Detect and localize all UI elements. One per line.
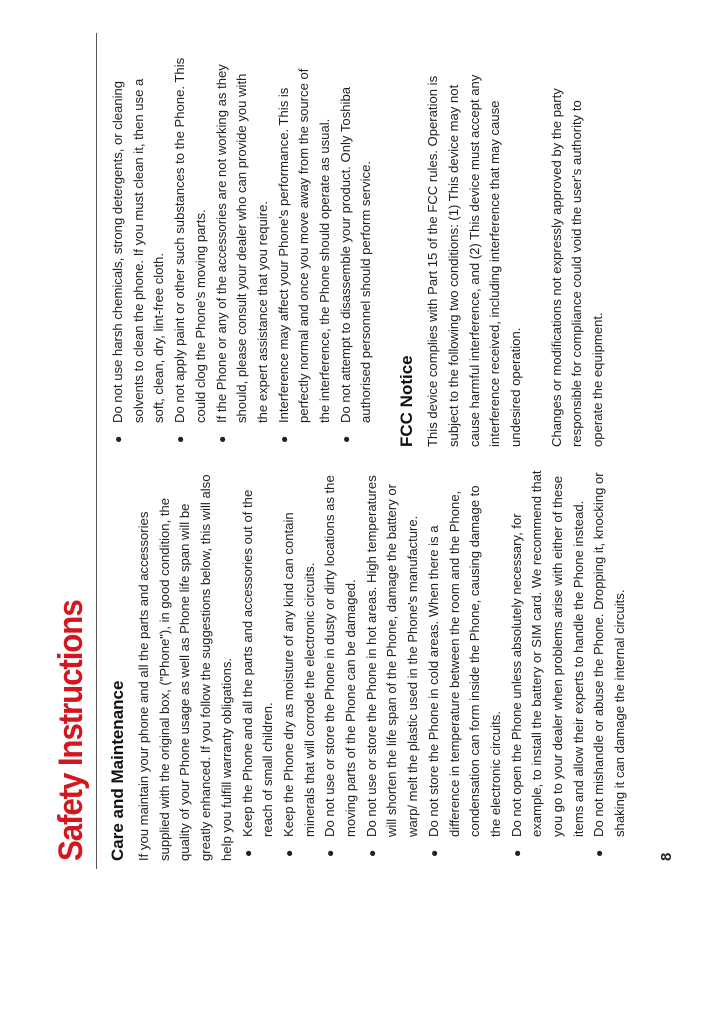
care-bullet-1: ● Keep the Phone and all the parts and accessories out of the reach of small children.	[239, 489, 276, 857]
fcc-heading: FCC Notice	[397, 355, 417, 447]
bullet-icon: ●	[323, 849, 338, 857]
care-bullet-10: ● If the Phone or any of the accessories are not working as they should, please consult your dealer who can provide you with the expert assistance that you require.	[213, 64, 270, 443]
care-bullet-12: ● Do not attempt to disassemble your product. Only Toshiba authorised personnel should perform service.	[337, 86, 374, 443]
right-column	[108, 55, 609, 447]
care-continued-bullet-list	[108, 55, 377, 447]
care-bullet-5: ● Do not store the Phone in cold areas. When there is a difference in temperature between the room and the Phone, condensation can form inside the Phone, causing damage to the electronic circuits.	[425, 485, 503, 857]
care-bullet-11: ● Interference may affect your Phone's performance. This is perfectly normal and once you move away from the source of the interference, the Phone should operate as usual.	[275, 68, 333, 443]
left-column	[108, 469, 631, 861]
care-bullet-7: ● Do not mishandle or abuse the Phone. Dropping it, knocking or shaking it can damage the internal circuits.	[591, 472, 628, 857]
care-bullet-4: ● Do not use or store the Phone in hot areas. High temperatures will shorten the life span of the Phone, damage the battery or warp/ melt the plastic used in the Phone's manufacture.	[363, 475, 421, 857]
fcc-paragraph-2: Changes or modifications not expressly approved by the party responsible for compliance could void the user's authority to operate the equipment.	[548, 88, 606, 447]
section-gap	[377, 55, 397, 447]
bullet-icon: ●	[426, 849, 441, 857]
page-title: Safety Instructions	[52, 600, 90, 861]
care-heading: Care and Maintenance	[108, 680, 127, 861]
care-bullet-9: ● Do not apply paint or other such substances to the Phone. This could clog the Phone's moving parts.	[172, 57, 208, 443]
care-intro: If you maintain your phone and all the parts and accessories supplied with the original box, ("Phone"), in good condition, the quality of your Phone usage as well as Phone life span will be greatly enhanced. If you follow the suggestions below, this will also help you fulfill warranty obligations.	[136, 474, 234, 861]
care-bullet-8: ● Do not use harsh chemicals, strong detergents, or cleaning solvents to clean the phone. If you must clean it, then use a soft, clean, dry, lint-free cloth.	[110, 78, 167, 443]
bullet-icon: ●	[592, 849, 607, 857]
bullet-icon: ●	[214, 435, 229, 443]
bullet-icon: ●	[173, 435, 188, 443]
care-bullet-2: ● Keep the Phone dry as moisture of any kind can contain minerals that will corrode the electronic circuits.	[280, 512, 317, 857]
title-divider	[96, 33, 97, 869]
care-bullet-list	[238, 469, 631, 861]
fcc-paragraph-1: This device complies with Part 15 of the FCC rules. Operation is subject to the following two conditions: (1) This device may not cause harmful interference, and (2) This device must accept any interference received, including interference that may cause undesired operation.	[425, 74, 523, 447]
bullet-icon: ●	[281, 849, 296, 857]
bullet-icon: ●	[509, 849, 524, 857]
care-bullet-3: ● Do not use or store the Phone in dusty or dirty locations as the moving parts of the Phone can be damaged.	[322, 475, 359, 857]
bullet-icon: ●	[111, 435, 125, 443]
paragraph-gap	[527, 55, 547, 447]
bullet-icon: ●	[364, 849, 379, 857]
bullet-icon: ●	[338, 435, 353, 443]
care-bullet-6: ● Do not open the Phone unless absolutely necessary, for example, to install the battery or SIM card. We recommend that you go to your dealer when problems arise with either of these items and allow their experts to handle the Phone instead.	[508, 470, 586, 857]
bullet-icon: ●	[240, 849, 255, 857]
page-number: 8	[658, 852, 675, 861]
bullet-icon: ●	[276, 435, 291, 443]
